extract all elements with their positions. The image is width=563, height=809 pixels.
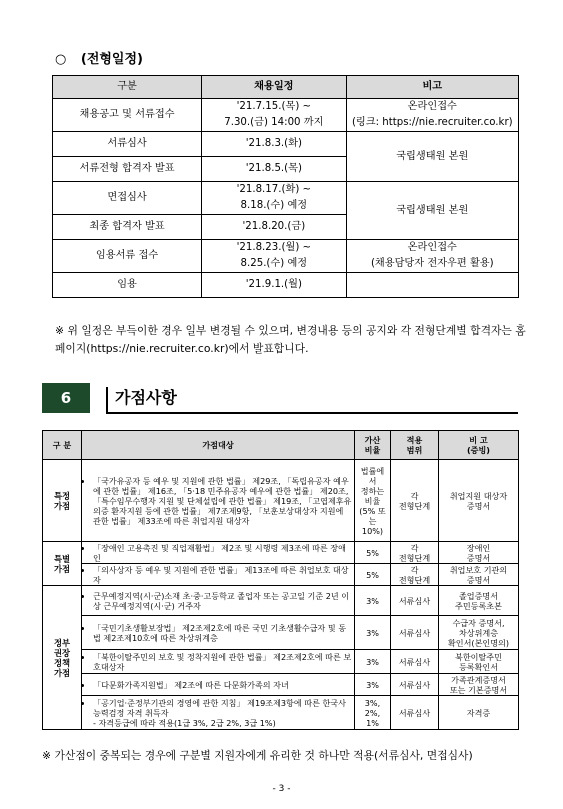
note-cell [346,99,518,132]
table-row [43,696,519,730]
table-header-row [43,431,519,460]
cell-line: '21.9.1.(월) [245,279,302,290]
table-row [43,650,519,674]
table-row [53,132,519,157]
stage-cell: 면접심사 [53,182,202,215]
category-cell: 특별 가점 [43,542,82,586]
scope-cell: 서류심사 [391,674,439,696]
column-header: 비고 [346,76,518,99]
table-row [43,616,519,650]
note-cell [346,240,518,273]
date-cell [202,157,346,182]
column-header: 비 고 (증빙) [439,431,519,460]
category-cell: 정부 권장 정책 가점 [43,586,82,730]
proof-cell: 장애인 증명서 [439,542,519,564]
cell-line: '21.8.3.(화) [245,138,302,149]
scope-cell: 각 전형단계 [391,542,439,564]
column-header: 가점대상 [82,431,355,460]
date-cell [202,240,346,273]
section-heading-schedule [55,48,143,67]
target-cell [82,696,355,730]
cell-line: '21.8.20.(금) [242,221,306,232]
rate-cell: 5% [355,542,391,564]
target-cell [82,650,355,674]
table-row [43,674,519,696]
bonus-table [42,430,519,730]
date-cell [202,215,346,240]
target-item: - 자격등급에 따라 적용(1급 3%, 2급 2%, 3급 1%) [93,717,276,728]
rate-cell: 3% [355,586,391,616]
date-cell [202,182,346,215]
column-header: 채용일정 [202,76,346,99]
scope-cell: 각 전형단계 [391,564,439,586]
target-cell [82,586,355,616]
target-item: • 「장애인 고용촉진 및 직업재활법」 제2조 및 시행령 제3조에 따른 장애인 [93,543,352,563]
scope-cell: 서류심사 [391,650,439,674]
target-cell [82,564,355,586]
column-header: 적용 범위 [391,431,439,460]
column-header: 가산 비율 [355,431,391,460]
target-item: • 「북한이탈주민의 보호 및 정착지원에 관한 법률」 제2조제2호에 따른 보호대상자 [93,652,352,672]
section-title-bonus: 가점사항 [115,388,177,407]
category-cell: 특정 가점 [43,460,82,542]
table-row [53,273,519,298]
target-cell [82,460,355,542]
cell-line: 7.30.(금) 14:00 까지 [224,117,324,128]
schedule-note: ※ 위 일정은 부득이한 경우 일부 변경될 수 있으며, 변경내용 등의 공지와 각 전형단계별 합격자는 홈페이지(https://nie.recruiter.co.kr)에서 발표합니다. [55,324,526,355]
table-row [43,542,519,564]
note-cell [346,182,518,240]
cell-line: 온라인접수 [407,242,457,253]
target-list [84,698,352,728]
table-header-row [53,76,519,99]
date-cell [202,132,346,157]
circle-bullet-icon: ○ [55,52,67,67]
cell-line: 온라인접수 [407,101,457,112]
cell-line: '21.7.15.(목) ~ [236,101,312,112]
scope-cell: 각 전형단계 [391,460,439,542]
target-list [84,652,352,672]
target-item: • 「다문화가족지원법」 제2조에 따른 다문화가족의 자녀 [93,680,352,690]
proof-cell: 가족관계증명서 또는 기본증명서 [439,674,519,696]
cell-line: 8.25.(수) 예정 [240,258,308,269]
schedule-table [52,75,519,298]
target-item: • 「의사상자 등 예우 및 지원에 관한 법률」 제13조에 따른 취업보호 대상자 [93,565,352,585]
proof-cell: 취업지원 대상자 증명서 [439,460,519,542]
proof-cell: 졸업증명서 주민등록초본 [439,586,519,616]
rate-cell: 3% [355,616,391,650]
target-cell [82,542,355,564]
stage-cell: 최종 합격자 발표 [53,215,202,240]
target-list [84,565,352,585]
cell-line: '21.8.5.(목) [245,163,302,174]
note-cell [346,132,518,182]
target-list [84,680,352,690]
section-underline [106,412,518,414]
section-divider [106,387,108,413]
target-list [84,623,352,643]
cell-line: (채용담당자 전자우편 활용) [370,258,494,269]
cell-line: 국립생태원 본원 [396,204,469,216]
bonus-note: ※ 가산점이 중복되는 경우에 구분별 지원자에게 유리한 것 하나만 적용(서류심사, 면접심사) [42,749,473,762]
target-item: • 근무예정지역(시·군)소재 초·중·고등학교 졸업자 또는 공고일 기준 2년 이상 근무예정지역(시·군) 거주자 [93,591,352,611]
target-cell [82,674,355,696]
cell-line: '21.8.23.(월) ~ [236,242,312,253]
table-row [43,460,519,542]
note-cell [346,273,518,298]
scope-cell: 서류심사 [391,696,439,730]
column-header: 구 분 [43,431,82,460]
date-cell [202,99,346,132]
section-number-badge: 6 [42,383,90,413]
proof-cell: 자격증 [439,696,519,730]
target-item: • 「공기업·준정부기관의 경영에 관한 지침」 제19조제3항에 따른 한국사능력검정 자격 취득자 [93,698,352,718]
rate-cell: 5% [355,564,391,586]
table-row [53,182,519,215]
cell-line: 국립생태원 본원 [396,150,469,162]
scope-cell: 서류심사 [391,616,439,650]
scope-cell: 서류심사 [391,586,439,616]
proof-cell: 수급자 증명서, 차상위계층 확인서(본인명의) [439,616,519,650]
target-list [84,543,352,563]
table-row [43,586,519,616]
table-row [43,564,519,586]
stage-cell: 서류전형 합격자 발표 [53,157,202,182]
stage-cell: 임용 [53,273,202,298]
stage-cell: 임용서류 접수 [53,240,202,273]
section-title: (전형일정) [80,52,143,67]
stage-cell: 채용공고 및 서류접수 [53,99,202,132]
column-header: 구분 [53,76,202,99]
rate-cell: 3% [355,674,391,696]
cell-line: (링크: https://nie.recruiter.co.kr) [351,117,513,128]
cell-line: 8.18.(수) 예정 [240,200,308,211]
target-cell [82,616,355,650]
rate-cell: 3%, 2%, 1% [355,696,391,730]
target-item: • 「국가유공자 등 예우 및 지원에 관한 법률」 제29조, 「독립유공자 예우에 관한 법률」 제16조, 「5·18 민주유공자 예우에 관한 법률」 제20조, 「특수임무수행자 지원 및 단체설립에 관한 법률」 제19조, 「고엽제후유의증 환자지원 등에 관한 법률」 제7조제9항, 「보훈보상대상자 지원에 관한 법률」 제33조에 따른 취업지원 대상자 [93,476,352,526]
proof-cell: 취업보호 기관의 증명서 [439,564,519,586]
rate-cell: 법률에서 정하는 비율 (5% 또는 10%) [355,460,391,542]
target-list [84,476,352,526]
date-cell [202,273,346,298]
target-list [84,591,352,611]
proof-cell: 북한이탈주민 등록확인서 [439,650,519,674]
page-number: - 3 - [272,784,291,794]
table-row [53,99,519,132]
rate-cell: 3% [355,650,391,674]
target-item: • 「국민기초생활보장법」 제2조제2호에 따른 국민 기초생활수급자 및 동법 제2조제10호에 따른 차상위계층 [93,623,352,643]
cell-line: '21.8.17.(화) ~ [236,184,312,195]
stage-cell: 서류심사 [53,132,202,157]
table-row [53,240,519,273]
